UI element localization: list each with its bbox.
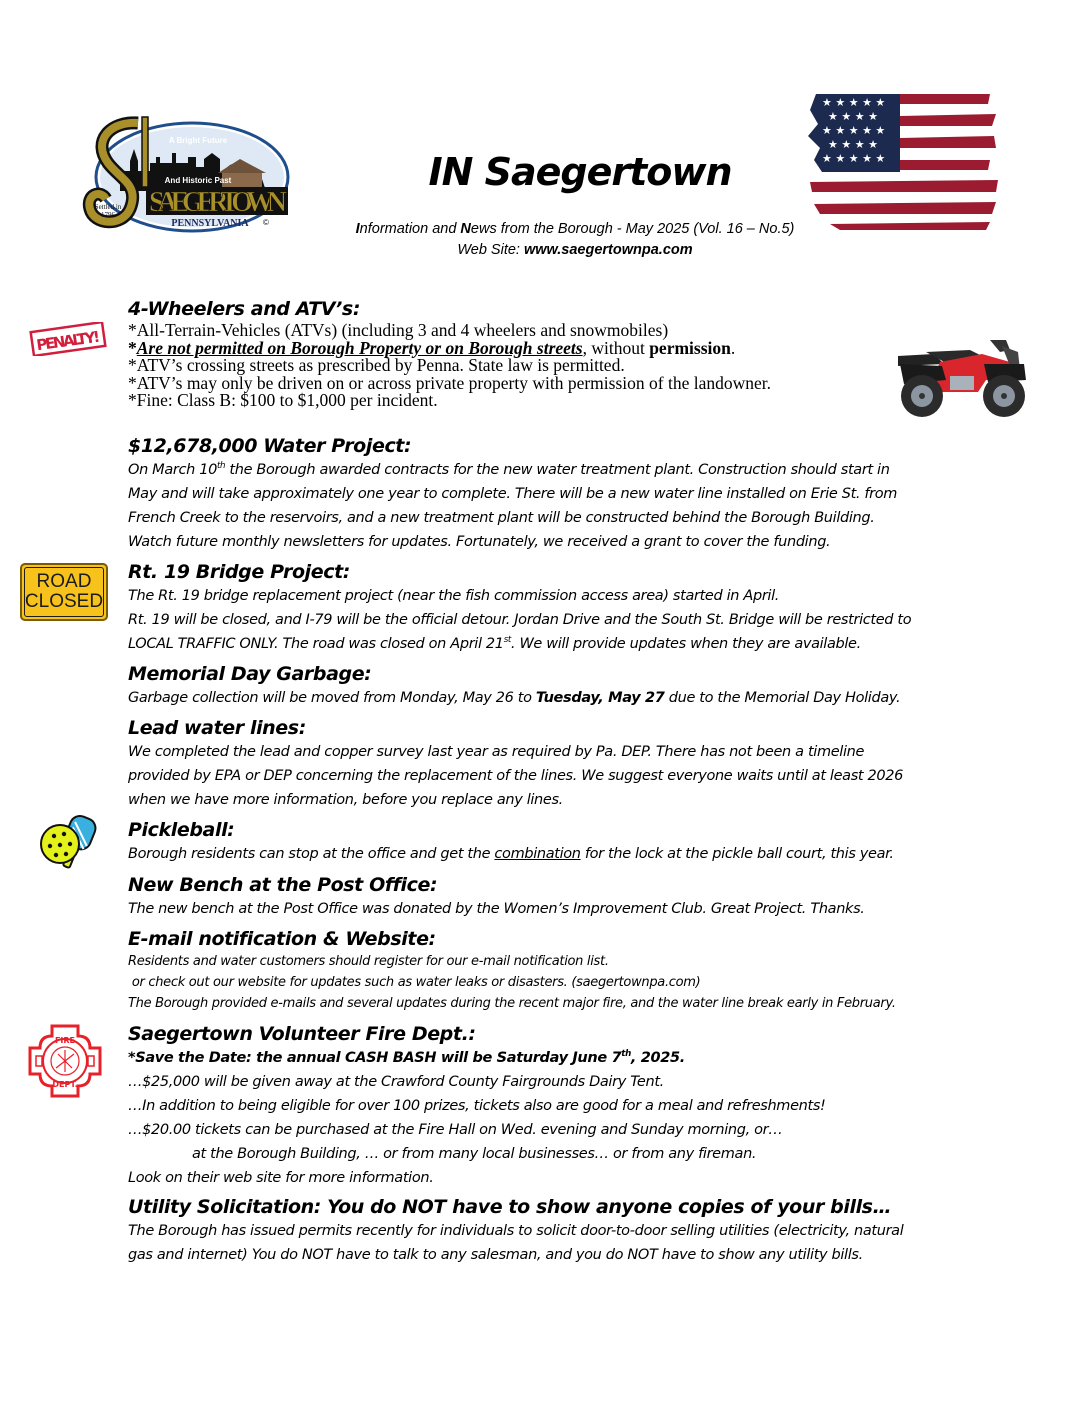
fire-line-2: …$25,000 will be given away at the Crawford County Fairgrounds Dairy Tent. xyxy=(128,1074,664,1090)
fire-line-4: …$20.00 tickets can be purchased at the Fire Hall on Wed. evening and Sunday morning, or… xyxy=(128,1122,783,1138)
svg-text:©: © xyxy=(263,218,269,227)
section-heading: New Bench at the Post Office: xyxy=(128,874,438,896)
section-email-notification xyxy=(128,927,1028,1014)
lead-line-1: We completed the lead and copper survey last year as required by Pa. DEP. There has not been a timeline xyxy=(128,744,865,760)
svg-text:★ ★ ★ ★: ★ ★ ★ ★ xyxy=(828,138,878,151)
garbage-line-1: Garbage collection will be moved from Monday, May 26 to Tuesday, May 27 due to the Memorial Day Holiday. xyxy=(128,690,901,706)
svg-text:★ ★ ★ ★ ★: ★ ★ ★ ★ ★ xyxy=(822,96,886,109)
section-heading: Memorial Day Garbage: xyxy=(128,663,372,685)
section-heading: 4-Wheelers and ATV’s: xyxy=(128,298,361,320)
svg-text:★ ★ ★ ★: ★ ★ ★ ★ xyxy=(828,110,878,123)
section-atv xyxy=(128,297,1028,410)
section-heading: Rt. 19 Bridge Project: xyxy=(128,561,350,583)
utility-line-1: The Borough has issued permits recently for individuals to solicit door-to-door selling utilities (electricity, natural xyxy=(128,1223,904,1239)
section-water-project xyxy=(128,434,1028,554)
water-line-4: Watch future monthly newsletters for updates. Fortunately, we received a grant to cover the funding. xyxy=(128,534,831,550)
svg-text:FIRE: FIRE xyxy=(54,1036,76,1045)
section-heading: Utility Solicitation: You do NOT have to show anyone copies of your bills… xyxy=(128,1196,892,1218)
fire-line-6: Look on their web site for more information. xyxy=(128,1170,434,1186)
section-lead-water-lines xyxy=(128,716,1028,812)
water-line-2: May and will take approximately one year to complete. There will be a new water line installed on Erie St. from xyxy=(128,486,898,502)
saegertown-logo xyxy=(80,113,292,241)
svg-text:1796: 1796 xyxy=(101,211,115,219)
water-line-1: On March 10th the Borough awarded contracts for the new water treatment plant. Construction should start in xyxy=(128,461,890,478)
section-fire-dept xyxy=(128,1022,1028,1190)
svg-text:DEPT.: DEPT. xyxy=(52,1080,78,1089)
newsletter-subtitle: Information and News from the Borough - May 2025 (Vol. 16 – No.5) xyxy=(355,221,795,237)
lead-line-3: when we have more information, before you replace any lines. xyxy=(128,792,563,808)
svg-text:SAEGERTOWN: SAEGERTOWN xyxy=(149,187,287,218)
svg-text:★ ★ ★ ★ ★: ★ ★ ★ ★ ★ xyxy=(822,124,886,137)
bridge-line-2: Rt. 19 will be closed, and I-79 will be the official detour. Jordan Drive and the South St. Bridge will be restricted to xyxy=(128,612,912,628)
email-line-1: Residents and water customers should register for our e-mail notification list. xyxy=(128,954,609,969)
fire-line-5: at the Borough Building, … or from many local businesses… or from any fireman. xyxy=(192,1146,757,1162)
website-line: Web Site: www.saegertownpa.com xyxy=(457,242,693,258)
penalty-stamp-icon xyxy=(28,322,108,361)
website-link[interactable]: www.saegertownpa.com xyxy=(523,242,693,258)
fire-line-3: …In addition to being eligible for over 100 prizes, tickets also are good for a meal and refreshments! xyxy=(128,1098,826,1114)
road-closed-line2: CLOSED xyxy=(24,591,104,612)
svg-text:PENNSYLVANIA: PENNSYLVANIA xyxy=(171,218,249,229)
section-bridge-project xyxy=(128,560,1028,656)
road-closed-sign-icon xyxy=(20,563,108,621)
fire-dept-badge-icon xyxy=(28,1024,102,1103)
section-heading: $12,678,000 Water Project: xyxy=(128,435,412,457)
lead-line-2: provided by EPA or DEP concerning the replacement of the lines. We suggest everyone waits until at least 2026 xyxy=(128,768,903,784)
american-flag-icon xyxy=(800,90,1000,230)
email-line-2: or check out our website for updates such as water leaks or disasters. (saegertownpa.com) xyxy=(128,975,701,990)
atv-line-5: *Fine: Class B: $100 to $1,000 per incident. xyxy=(128,390,438,410)
section-memorial-day-garbage xyxy=(128,662,1028,710)
newsletter-title: IN Saegertown xyxy=(428,150,732,194)
utility-line-2: gas and internet) You do NOT have to talk to any salesman, and you do NOT have to show any utility bills. xyxy=(128,1247,863,1263)
pickleball-icon xyxy=(36,814,100,883)
email-line-3: The Borough provided e-mails and several updates during the recent major fire, and the water line break early in February. xyxy=(128,996,896,1011)
atv-line-2: *Are not permitted on Borough Property or on Borough streets, without permission. xyxy=(128,337,736,358)
atv-line-4: *ATV’s may only be driven on or across private property with permission of the landowner. xyxy=(128,372,771,393)
atv-line-1: *All-Terrain-Vehicles (ATVs) (including 3 and 4 wheelers and snowmobiles) xyxy=(128,320,669,340)
svg-text:Settled in: Settled in xyxy=(94,203,122,211)
atv-line-3: *ATV’s crossing streets as prescribed by Penna. State law is permitted. xyxy=(128,355,625,375)
svg-text:PENALTY!: PENALTY! xyxy=(35,327,102,355)
section-utility-solicitation xyxy=(128,1195,1028,1267)
section-heading: Pickleball: xyxy=(128,819,235,841)
water-line-3: French Creek to the reservoirs, and a new treatment plant will be constructed behind the Borough Building. xyxy=(128,510,875,526)
svg-text:And Historic Past: And Historic Past xyxy=(164,176,232,185)
section-pickleball xyxy=(128,818,1028,866)
pickleball-line-1: Borough residents can stop at the office and get the combination for the lock at the pickle ball court, this year. xyxy=(128,846,894,862)
bench-line-1: The new bench at the Post Office was donated by the Women’s Improvement Club. Great Project. Thanks. xyxy=(128,901,865,917)
bridge-line-1: The Rt. 19 bridge replacement project (near the fish commission access area) started in April. xyxy=(128,588,780,604)
road-closed-line1: ROAD xyxy=(36,571,92,592)
fire-line-1: *Save the Date: the annual CASH BASH will be Saturday June 7th, 2025. xyxy=(128,1049,685,1066)
svg-text:★ ★ ★ ★ ★: ★ ★ ★ ★ ★ xyxy=(822,152,886,165)
svg-text:A Bright Future: A Bright Future xyxy=(168,136,228,145)
section-heading: Saegertown Volunteer Fire Dept.: xyxy=(128,1023,476,1045)
section-heading: Lead water lines: xyxy=(128,717,306,739)
section-heading: E-mail notification & Website: xyxy=(128,928,436,950)
bridge-line-3: LOCAL TRAFFIC ONLY. The road was closed on April 21st. We will provide updates when they are available. xyxy=(128,635,861,652)
section-new-bench xyxy=(128,873,1028,921)
